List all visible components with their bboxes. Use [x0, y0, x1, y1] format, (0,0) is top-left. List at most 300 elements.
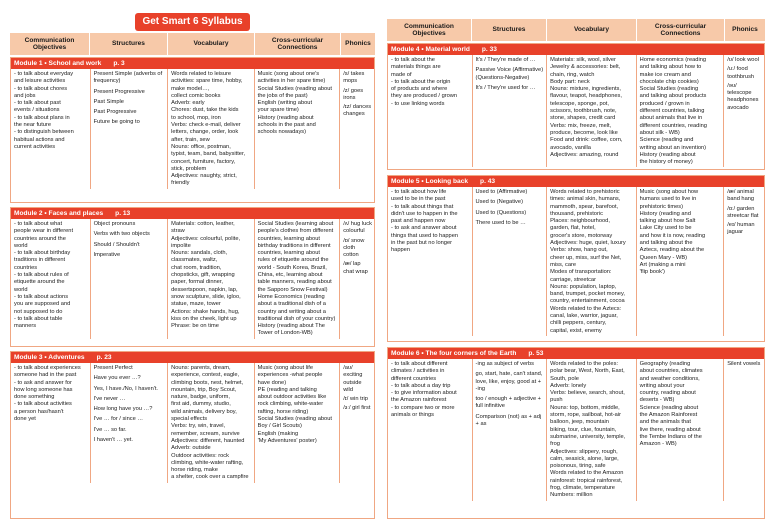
- connections-line: traditional dish of your country): [257, 315, 336, 322]
- vocabulary-line: canal, lake, warrior, jaguar,: [550, 313, 618, 320]
- connections-line: 'flip book'): [639, 269, 665, 276]
- vocabulary-line: climbing boots, nest, helmet,: [171, 379, 244, 386]
- vocabulary-line: times: animal skin, humans,: [550, 196, 621, 203]
- vocabulary-line: Verbs: show, hang out,: [550, 247, 608, 254]
- structures-line: Used to (Questions): [475, 209, 527, 216]
- objectives-line: - to talk about rules of: [14, 272, 69, 279]
- objectives-line: - to talk about birthday: [14, 250, 71, 257]
- objectives-line: world: [14, 242, 28, 249]
- connections-line: country, reading about: [639, 390, 696, 397]
- objectives-line: happen: [391, 247, 410, 254]
- connections-line: prehistoric times): [639, 203, 683, 210]
- objectives-line: habitual actions and: [14, 136, 65, 143]
- connections-line: your spare time): [257, 107, 299, 114]
- objectives-line: done something: [14, 394, 55, 401]
- header-phonics: Phonics: [732, 26, 758, 34]
- structures-line: Future be going to: [93, 119, 140, 126]
- vocabulary-line: Nouns: parents, dream,: [171, 365, 231, 371]
- connections-line: birthday traditions in different: [257, 242, 331, 249]
- phonics-line: Silent vowels: [727, 361, 761, 367]
- objectives-line: etiquette around the: [14, 279, 65, 286]
- objectives-line: past and happen now: [391, 218, 446, 225]
- structures-line: I've … so far.: [93, 426, 127, 433]
- objectives-line: people wear in different: [14, 228, 74, 235]
- connections-line: China, etc, learning about: [257, 272, 323, 279]
- objectives-line: traditions in different: [14, 257, 66, 264]
- module-page: p. 43: [480, 178, 496, 185]
- vocabulary-line: Verbs: check e-mail, deliver: [171, 122, 241, 129]
- vocabulary-line: special effects: [171, 416, 208, 423]
- connections-line: and talking about products: [639, 93, 707, 100]
- vocabulary-line: a shelter, cook over a campfire: [171, 474, 249, 481]
- structures-line: Present Simple (adverbs of frequency): [93, 71, 163, 85]
- column-objectives: [11, 363, 91, 483]
- connections-line: History (reading about: [639, 151, 696, 158]
- vocabulary-line: mountain, trip, Boy Scout,: [171, 386, 237, 393]
- connections-line: and talking about how to: [639, 64, 702, 71]
- objectives-line: - to talk about how life: [391, 189, 447, 195]
- module-columns: [388, 187, 764, 336]
- vocabulary-line: scissors, toothbrush, note,: [550, 108, 617, 115]
- connections-line: the Tembe Indians of the: [639, 433, 702, 440]
- module-title: Module 1 • School and work: [14, 60, 102, 67]
- connections-line: Social Studies (learning about: [257, 221, 334, 227]
- phonics-line: /əʊ/ telescope headphones avocado: [727, 82, 759, 111]
- module-page: p. 33: [481, 46, 497, 53]
- column-objectives: [388, 55, 473, 167]
- module-block: [10, 207, 375, 347]
- module-block: [10, 57, 375, 203]
- vocabulary-line: chain, ring, watch: [550, 71, 595, 78]
- vocabulary-line: Adjectives: naughty, strict,: [171, 173, 237, 180]
- connections-line: Geography (reading: [639, 361, 691, 367]
- connections-line: Social Studies (reading about: [257, 85, 332, 92]
- connections-line: History (reading about: [257, 114, 314, 121]
- vocabulary-line: avocado, vanilla: [550, 144, 591, 151]
- objectives-line: - to give information about: [391, 390, 457, 397]
- structures-line: There used to be …: [475, 219, 526, 226]
- objectives-line: current activities: [14, 143, 56, 150]
- phonics-line: /z/ goes irons: [343, 87, 364, 101]
- module-title: Module 6 • The four corners of the Earth: [391, 350, 517, 357]
- column-connections: [255, 363, 341, 483]
- vocabulary-line: Places: neighbourhood,: [550, 218, 610, 225]
- vocabulary-line: wild animals, delivery boy,: [171, 408, 237, 415]
- objectives-line: you are supposed and: [14, 301, 71, 308]
- connections-line: live there, reading about: [639, 426, 701, 433]
- vocabulary-line: first aid, dummy, studio,: [171, 401, 231, 408]
- connections-line: schools nowadays): [257, 129, 307, 136]
- connections-line: Home Economics (reading: [257, 293, 325, 300]
- structures-line: Used to (Negative): [475, 199, 523, 206]
- connections-line: Home economics (reading: [639, 57, 707, 63]
- vocabulary-line: Adverb: outside: [171, 445, 211, 452]
- objectives-line: - to talk about what: [14, 221, 63, 227]
- column-vocabulary: [547, 55, 637, 167]
- objectives-line: events / situations: [14, 107, 60, 114]
- objectives-line: - to talk about plans in: [14, 114, 70, 121]
- connections-line: Music (song about one's: [257, 71, 320, 77]
- phonics-line: /ɜː/ girl first: [343, 405, 371, 412]
- connections-line: people's clothes from different: [257, 228, 334, 235]
- column-connections: [255, 69, 341, 189]
- column-objectives: [11, 69, 91, 189]
- vocabulary-line: kiss on the cheek, light up: [171, 315, 237, 322]
- vocabulary-line: garden, flat, hotel,: [550, 225, 596, 232]
- header-connections: Cross-curricular Connections: [255, 33, 341, 55]
- connections-line: countries, learning about: [257, 250, 320, 257]
- connections-line: chocolate chip cookies): [639, 78, 699, 85]
- connections-line: about animals that live in: [639, 115, 703, 122]
- table-header-left: [10, 33, 375, 55]
- structures-line: Should / Shouldn't: [93, 241, 140, 248]
- structures-line: Imperative: [93, 251, 121, 258]
- phonics-line: /ʌ/ hug luck colourful: [343, 221, 372, 235]
- objectives-line: countries around the: [14, 235, 66, 242]
- vocabulary-line: Chores: dust, take the kids: [171, 107, 239, 114]
- connections-line: about silk - WB): [639, 129, 680, 136]
- module-columns: [388, 359, 764, 501]
- vocabulary-line: band, trumpet, pocket money,: [550, 291, 625, 298]
- objectives-line: world: [14, 286, 28, 293]
- column-vocabulary: [547, 359, 637, 501]
- connections-line: countries, learning about: [257, 235, 320, 242]
- vocabulary-line: Numbers: million: [550, 492, 593, 499]
- vocabulary-line: Adjectives: colourful, polite,: [171, 235, 241, 242]
- phonics-line: /s/ takes mops: [343, 71, 365, 85]
- vocabulary-line: polar bear, West, North, East,: [550, 368, 625, 375]
- module-block: [387, 43, 765, 170]
- vocabulary-line: telescope, sponge, pot,: [550, 100, 609, 107]
- column-objectives: [388, 187, 473, 336]
- header-structures: Structures: [90, 33, 168, 55]
- header-vocabulary: Vocabulary: [168, 33, 255, 55]
- column-phonics: [724, 187, 764, 336]
- structures-line: It's / They're made of …: [475, 57, 536, 63]
- module-page: p. 53: [528, 350, 544, 357]
- connections-line: Art (making a mini: [639, 261, 686, 268]
- objectives-line: - to talk about different: [391, 361, 448, 367]
- objectives-line: how long someone has: [14, 386, 73, 393]
- connections-line: country and writing about a: [257, 308, 326, 315]
- module-title-bar: [388, 44, 764, 55]
- column-structures: [473, 359, 548, 501]
- structures-line: go, start, hate, can't stand, love, like, enjoy, good at + -ing: [475, 371, 543, 392]
- module-title-bar: [388, 176, 764, 187]
- objectives-line: the near future: [14, 122, 51, 129]
- vocabulary-line: Phrase: be on time: [171, 323, 219, 330]
- objectives-line: animals or things: [391, 412, 434, 419]
- module-block: [387, 347, 765, 519]
- vocabulary-line: South, pole: [550, 375, 579, 382]
- objectives-line: materials things are: [391, 64, 441, 71]
- vocabulary-line: friendly: [171, 180, 190, 187]
- vocabulary-line: chat room, tradition,: [171, 264, 222, 271]
- module-columns: [388, 55, 764, 167]
- vocabulary-line: poisonous, tiring, safe: [550, 463, 606, 470]
- phonics-line: /ɑː/ garden streetcar flat: [727, 205, 759, 219]
- phonics-line: /ʊ/ look wool: [727, 57, 759, 63]
- header-phonics: Phonics: [345, 40, 371, 48]
- vocabulary-line: climbing, white-water rafting,: [171, 459, 244, 466]
- vocabulary-line: Words related to the Aztecs:: [550, 305, 622, 312]
- objectives-line: - to use linking words: [391, 100, 445, 107]
- connections-line: different countries, reading: [639, 122, 707, 129]
- connections-line: Tower of London-WB): [257, 330, 313, 337]
- column-phonics: [340, 69, 374, 189]
- objectives-line: and jobs: [14, 92, 36, 99]
- module-title: Module 4 • Material world: [391, 46, 470, 53]
- title-band: [10, 13, 375, 31]
- connections-line: Queen Mary - WB): [639, 254, 688, 261]
- connections-line: table manners, reading about: [257, 279, 332, 286]
- left-panel: [10, 0, 375, 522]
- connections-line: activities in her spare time): [257, 78, 326, 85]
- vocabulary-line: impolite: [171, 242, 191, 249]
- connections-line: English (writing about: [257, 100, 313, 107]
- objectives-line: - to talk about everyday: [14, 71, 74, 77]
- objectives-line: - to talk about the origin: [391, 78, 451, 85]
- vocabulary-line: chilli peppers, century,: [550, 320, 607, 327]
- connections-line: Science (reading and: [639, 137, 694, 144]
- connections-line: the Sapporo Snow Festival): [257, 286, 328, 293]
- connections-line: Social Studies (reading about: [257, 416, 332, 423]
- vocabulary-line: country, entertainment, cocoa: [550, 298, 625, 305]
- connections-line: writing about your: [639, 382, 685, 389]
- vocabulary-line: dessertspoon, napkin, lap,: [171, 286, 238, 293]
- column-vocabulary: [547, 187, 637, 336]
- connections-line: writing about an invention): [639, 144, 707, 151]
- vocabulary-line: Adverb: lonely: [550, 382, 587, 389]
- vocabulary-line: statue, maze, tower: [171, 301, 221, 308]
- column-objectives: [11, 219, 91, 339]
- vocabulary-line: snow sculpture, slide, igloo,: [171, 293, 241, 300]
- vocabulary-line: Verbs: believe, search, shout, push: [550, 390, 625, 404]
- module-columns: [11, 363, 374, 483]
- header-structures: Structures: [472, 19, 547, 41]
- connections-line: world - South Korea, Brazil,: [257, 264, 327, 271]
- right-panel: [387, 0, 765, 522]
- vocabulary-line: horse riding, make: [171, 467, 218, 474]
- objectives-line: a person has/hasn't: [14, 408, 64, 415]
- objectives-line: different countries: [391, 375, 437, 382]
- column-structures: [91, 69, 169, 189]
- connections-line: 'My Adventures' poster): [257, 437, 317, 444]
- column-structures: [473, 187, 548, 336]
- module-columns: [11, 69, 374, 189]
- objectives-line: countries: [14, 264, 38, 271]
- phonics-line: /eɪ/ human jaguar: [727, 222, 755, 236]
- objectives-line: - to ask and answer for: [14, 379, 72, 386]
- vocabulary-line: frog: [550, 441, 560, 448]
- vocabulary-line: Verbs: try, win, travel,: [171, 423, 226, 430]
- vocabulary-line: produce, become, look like: [550, 129, 618, 136]
- objectives-line: - to talk about experiences: [14, 365, 81, 371]
- structures-line: Passive Voice (Affirmative) (Questions-Negative): [475, 67, 544, 81]
- phonics-line: /ɪ/ win trip: [343, 396, 368, 403]
- vocabulary-line: frog, climate, temperature: [550, 485, 615, 492]
- connections-line: and weather conditions,: [639, 375, 700, 382]
- module-title-bar: [11, 352, 374, 363]
- structures-line: It's / They're used for …: [475, 84, 536, 91]
- structures-line: Object pronouns: [93, 221, 136, 227]
- structures-line: Past Simple: [93, 98, 124, 105]
- vocabulary-line: collect comic books: [171, 92, 221, 99]
- vocabulary-line: rainforest: tropical rainforest,: [550, 477, 623, 484]
- phonics-line: /æ/ lap chat wrap: [343, 261, 368, 275]
- structures-line: I've … for / since …: [93, 416, 144, 423]
- objectives-line: - to talk about things that: [391, 203, 454, 210]
- column-phonics: [724, 55, 764, 167]
- module-title: Module 2 • Faces and places: [14, 210, 104, 217]
- connections-line: Social Studies (reading: [639, 86, 699, 93]
- vocabulary-line: grocer's store, motorway: [550, 232, 613, 239]
- objectives-line: - to talk about chores: [14, 85, 68, 92]
- connections-line: Aztecs, reading about the: [639, 247, 705, 254]
- vocabulary-line: Adjectives: huge, quiet, luxury: [550, 240, 626, 247]
- module-title: Module 5 • Looking back: [391, 178, 469, 185]
- module-page: p. 3: [113, 60, 125, 67]
- structures-line: Have you ever …?: [93, 375, 141, 382]
- header-objectives: Communication Objectives: [10, 33, 90, 55]
- vocabulary-line: experience, contest, eagle,: [171, 372, 240, 379]
- connections-line: Music (song about how: [639, 189, 699, 195]
- connections-line: Science (reading about: [639, 404, 699, 411]
- connections-line: Boy / Girl Scouts): [257, 423, 302, 430]
- vocabulary-line: Materials: cotton, leather,: [171, 221, 235, 227]
- structures-line: -ing as subject of verbs: [475, 361, 535, 367]
- module-page: p. 23: [96, 354, 112, 361]
- connections-line: have done): [257, 379, 287, 386]
- structures-line: How long have you …?: [93, 406, 153, 413]
- vocabulary-line: nature, badge, uniform,: [171, 394, 230, 401]
- objectives-line: done yet: [14, 416, 36, 423]
- vocabulary-line: Words related to leisure activities: spare time, hobby, make model…,: [171, 71, 243, 92]
- objectives-line: they are produced / grown: [391, 93, 458, 100]
- module-page: p. 13: [115, 210, 131, 217]
- table-header-right: [387, 19, 765, 41]
- vocabulary-line: Verbs: mix, freeze, melt,: [550, 122, 612, 129]
- header-objectives: Communication Objectives: [387, 19, 472, 41]
- column-phonics: [340, 219, 374, 339]
- page-title: Get Smart 6 Syllabus: [135, 13, 250, 31]
- connections-line: the history of money): [639, 159, 693, 166]
- module-title-bar: [11, 208, 374, 219]
- objectives-line: used to be in the past: [391, 196, 446, 203]
- vocabulary-line: mammoth, spear, barefoot,: [550, 203, 619, 210]
- connections-line: about outdoor activities like: [257, 394, 327, 401]
- column-vocabulary: [168, 363, 255, 483]
- structures-line: Used to (Affirmative): [475, 189, 528, 195]
- connections-line: Music (song about life: [257, 365, 313, 371]
- objectives-line: things that used to happen: [391, 232, 459, 239]
- objectives-line: - to compare two or more: [391, 404, 455, 411]
- connections-line: and talking about the: [639, 240, 693, 247]
- objectives-line: - to talk about a day trip: [391, 382, 451, 389]
- vocabulary-line: after, train, sew: [171, 136, 210, 143]
- vocabulary-line: miss, care: [550, 261, 577, 268]
- connections-line: and the animals that: [639, 419, 691, 426]
- header-vocabulary: Vocabulary: [547, 19, 637, 41]
- vocabulary-line: capital, exist, enemy: [550, 327, 602, 334]
- vocabulary-line: flavour, teapot, headphones,: [550, 93, 622, 100]
- connections-line: rock climbing, white-water: [257, 401, 324, 408]
- structures-line: Past Progressive: [93, 109, 137, 116]
- phonics-line: /aʊ/ exciting outside wild: [343, 365, 363, 393]
- vocabulary-line: Food and drink: coffee, corn,: [550, 137, 623, 144]
- module-block: [10, 351, 375, 519]
- connections-line: and how it is now, reading: [639, 232, 706, 239]
- objectives-line: - to ask and answer about: [391, 225, 457, 232]
- vocabulary-line: Nouns: top, bottom, middle,: [550, 404, 620, 411]
- objectives-line: - to talk about activities: [14, 401, 72, 408]
- objectives-line: and leisure activities: [14, 78, 66, 85]
- vocabulary-line: submarine, university, temple,: [550, 433, 626, 440]
- vocabulary-line: stone, shapes, credit card: [550, 115, 616, 122]
- vocabulary-line: remember, scream, survive: [171, 430, 240, 437]
- phonics-line: /æ/ animal band hang: [727, 189, 755, 203]
- vocabulary-line: Words related to prehistoric: [550, 189, 620, 195]
- connections-line: make ice cream and: [639, 71, 691, 78]
- column-connections: [637, 359, 725, 501]
- vocabulary-line: paper, formal dinner,: [171, 279, 223, 286]
- objectives-line: climates / activities in: [391, 368, 445, 375]
- vocabulary-line: classmates, waltz,: [171, 257, 218, 264]
- connections-line: the Amazon Rainforest: [639, 412, 698, 419]
- objectives-line: the Amazon rainforest: [391, 397, 447, 404]
- vocabulary-line: carriage, streetcar: [550, 276, 596, 283]
- module-columns: [11, 219, 374, 339]
- column-connections: [637, 55, 725, 167]
- objectives-line: of products and where: [391, 86, 448, 93]
- structures-line: I haven't … yet.: [93, 437, 133, 444]
- vocabulary-line: typist, team, band, babysitter,: [171, 151, 246, 158]
- vocabulary-line: concert, furniture, factory,: [171, 158, 236, 165]
- column-structures: [91, 363, 169, 483]
- connections-line: English (making: [257, 430, 299, 437]
- structures-line: Yes, I have./No, I haven't.: [93, 385, 158, 392]
- vocabulary-line: cheer up, miss, surf the Net,: [550, 254, 622, 261]
- objectives-line: - to talk about table: [14, 315, 63, 322]
- column-structures: [473, 55, 548, 167]
- structures-line: Present Perfect: [93, 365, 133, 371]
- vocabulary-line: Words related to the Amazon: [550, 470, 624, 477]
- connections-line: History (reading and: [639, 210, 691, 217]
- column-connections: [255, 219, 341, 339]
- connections-line: PE (reading and talking: [257, 386, 317, 393]
- vocabulary-line: Nouns: population, laptop,: [550, 283, 617, 290]
- module-block: [387, 175, 765, 342]
- phonics-line: /ɒ/ snow cloth cotton: [343, 237, 365, 259]
- objectives-line: - to distinguish between: [14, 129, 74, 136]
- connections-line: produced / grown in: [639, 100, 690, 107]
- column-structures: [91, 219, 169, 339]
- vocabulary-line: Adjectives: amazing, round: [550, 151, 619, 158]
- vocabulary-line: letters, change, order, look: [171, 129, 239, 136]
- vocabulary-line: Adjectives: different, haunted: [171, 437, 245, 444]
- connections-line: experiences -what people: [257, 372, 323, 379]
- connections-line: about countries, climates: [639, 368, 703, 375]
- objectives-line: - to talk about past: [14, 100, 61, 107]
- phonics-line: /ɪz/ dances changes: [343, 104, 372, 118]
- module-title: Module 3 • Adventures: [14, 354, 85, 361]
- vocabulary-line: Outdoor activities: rock: [171, 452, 229, 459]
- objectives-line: manners: [14, 323, 37, 330]
- vocabulary-line: Nouns: office, postman,: [171, 143, 231, 150]
- vocabulary-line: Actions: shake hands, hug,: [171, 308, 240, 315]
- objectives-line: - to talk about the: [391, 57, 435, 63]
- vocabulary-line: Nouns: mixture, ingredients,: [550, 86, 621, 93]
